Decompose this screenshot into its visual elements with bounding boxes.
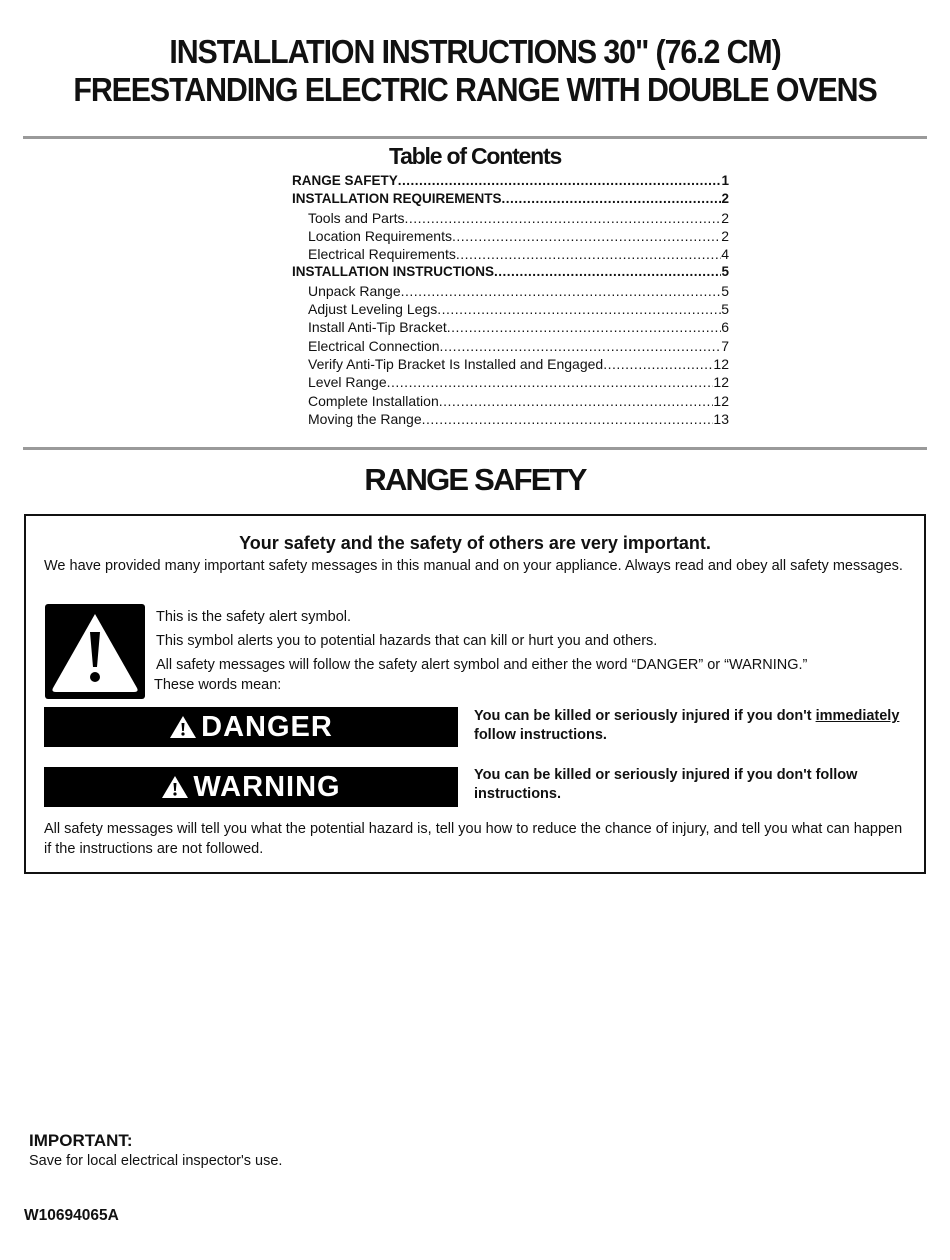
- toc-leader: [452, 227, 721, 245]
- toc-entry[interactable]: [292, 263, 729, 281]
- toc-entry-label: Unpack Range: [308, 282, 401, 299]
- alert-triangle-icon: [161, 775, 189, 799]
- toc-entry[interactable]: [292, 300, 729, 318]
- toc-leader: [494, 263, 721, 281]
- important-text: Save for local electrical inspector's use.: [29, 1153, 283, 1169]
- toc-entry-label: Moving the Range: [308, 410, 422, 427]
- safety-box: [24, 514, 926, 874]
- toc-leader: [422, 410, 714, 428]
- toc-entry[interactable]: [292, 190, 729, 208]
- toc-entry-label: Level Range: [308, 374, 387, 391]
- toc-entry-label: Location Requirements: [308, 227, 452, 244]
- toc-leader: [405, 209, 722, 227]
- toc-entry[interactable]: [292, 209, 729, 227]
- toc-entry[interactable]: [292, 373, 729, 391]
- title-line-2: FREESTANDING ELECTRIC RANGE WITH DOUBLE OVENS: [73, 71, 877, 108]
- toc-leader: [437, 300, 721, 318]
- divider: [23, 136, 927, 139]
- toc-entry[interactable]: [292, 337, 729, 355]
- toc-entry-page: 5: [721, 264, 729, 280]
- title-line-1: INSTALLATION INSTRUCTIONS 30" (76.2 CM): [169, 33, 781, 70]
- toc-entry-label: INSTALLATION INSTRUCTIONS: [292, 264, 494, 280]
- important-label: IMPORTANT:: [29, 1131, 133, 1150]
- warning-text: You can be killed or seriously injured if you don't follow instructions.: [474, 767, 858, 802]
- toc-heading: Table of Contents: [388, 143, 562, 169]
- toc-entry[interactable]: [292, 282, 729, 300]
- toc-entry[interactable]: [292, 227, 729, 245]
- toc-leader: [456, 245, 721, 263]
- toc-leader: [439, 392, 714, 410]
- toc-entry-label: Electrical Requirements: [308, 246, 456, 263]
- toc-entry[interactable]: [292, 355, 729, 373]
- danger-text-a: You can be killed or seriously injured if you don't: [474, 708, 816, 724]
- toc-entry-page: 12: [713, 392, 729, 409]
- toc-leader: [387, 373, 714, 391]
- toc-entry-label: Tools and Parts: [308, 209, 405, 226]
- danger-text-emphasis: immediately: [815, 708, 900, 724]
- toc-entry-label: Verify Anti-Tip Bracket Is Installed and Engaged: [308, 355, 604, 372]
- symbol-line-2: This symbol alerts you to potential hazards that can kill or hurt you and others.: [156, 633, 658, 649]
- document-title: [38, 33, 912, 109]
- divider: [23, 447, 927, 450]
- symbol-line-4: These words mean:: [154, 677, 282, 693]
- symbol-line-1: This is the safety alert symbol.: [156, 609, 352, 625]
- toc-entry[interactable]: [292, 172, 729, 190]
- danger-banner: [44, 707, 458, 747]
- symbol-line-3: All safety messages will follow the safety alert symbol and either the word “DANGER” or “WARNING.”: [156, 657, 808, 673]
- toc-entry-page: 12: [713, 355, 729, 372]
- toc-leader: [398, 172, 722, 190]
- safety-heading: Your safety and the safety of others are very important.: [239, 533, 711, 553]
- toc-entry[interactable]: [292, 392, 729, 410]
- toc-entry-page: 6: [721, 319, 729, 336]
- toc-entry-label: Complete Installation: [308, 392, 439, 409]
- toc-entry[interactable]: [292, 318, 729, 336]
- toc-leader: [603, 355, 713, 373]
- toc-leader: [440, 337, 722, 355]
- toc-entry-label: Electrical Connection: [308, 337, 440, 354]
- toc-entry-page: 4: [721, 246, 729, 263]
- toc-entry-page: 1: [721, 173, 729, 188]
- toc-leader: [447, 318, 721, 336]
- toc-leader: [502, 190, 722, 208]
- safety-intro: We have provided many important safety messages in this manual and on your appliance. Always read and obey all safety messages.: [44, 558, 903, 574]
- danger-label: DANGER: [201, 710, 333, 743]
- toc-entry-label: Adjust Leveling Legs: [308, 301, 438, 318]
- toc-entry-page: 12: [713, 374, 729, 391]
- warning-banner: [44, 767, 458, 807]
- alert-triangle-icon: [169, 715, 197, 739]
- toc-entry-label: INSTALLATION REQUIREMENTS: [292, 191, 502, 207]
- toc-entry-label: RANGE SAFETY: [292, 173, 398, 188]
- danger-text-b: follow instructions.: [474, 727, 607, 743]
- toc-entry-page: 13: [713, 410, 729, 427]
- toc-entry-page: 5: [721, 301, 729, 318]
- safety-closing: All safety messages will tell you what the potential hazard is, tell you how to reduce the chance of injury, and tell you what can happen if the instructions are not followed.: [44, 821, 903, 857]
- safety-alert-symbol-icon: [45, 604, 145, 699]
- toc-leader: [401, 282, 722, 300]
- toc-entry[interactable]: [292, 245, 729, 263]
- danger-text: [474, 707, 924, 745]
- toc-entry-page: 7: [721, 337, 729, 354]
- document-number: W10694065A: [24, 1207, 119, 1224]
- toc-entry-label: Install Anti-Tip Bracket: [308, 319, 447, 336]
- warning-label: WARNING: [193, 770, 341, 803]
- toc-entry-page: 2: [721, 227, 729, 244]
- toc-entry-page: 2: [721, 191, 729, 207]
- toc-entry-page: 2: [721, 209, 729, 226]
- table-of-contents: [292, 172, 729, 428]
- toc-entry[interactable]: [292, 410, 729, 428]
- toc-entry-page: 5: [721, 282, 729, 299]
- section-title: RANGE SAFETY: [364, 462, 586, 497]
